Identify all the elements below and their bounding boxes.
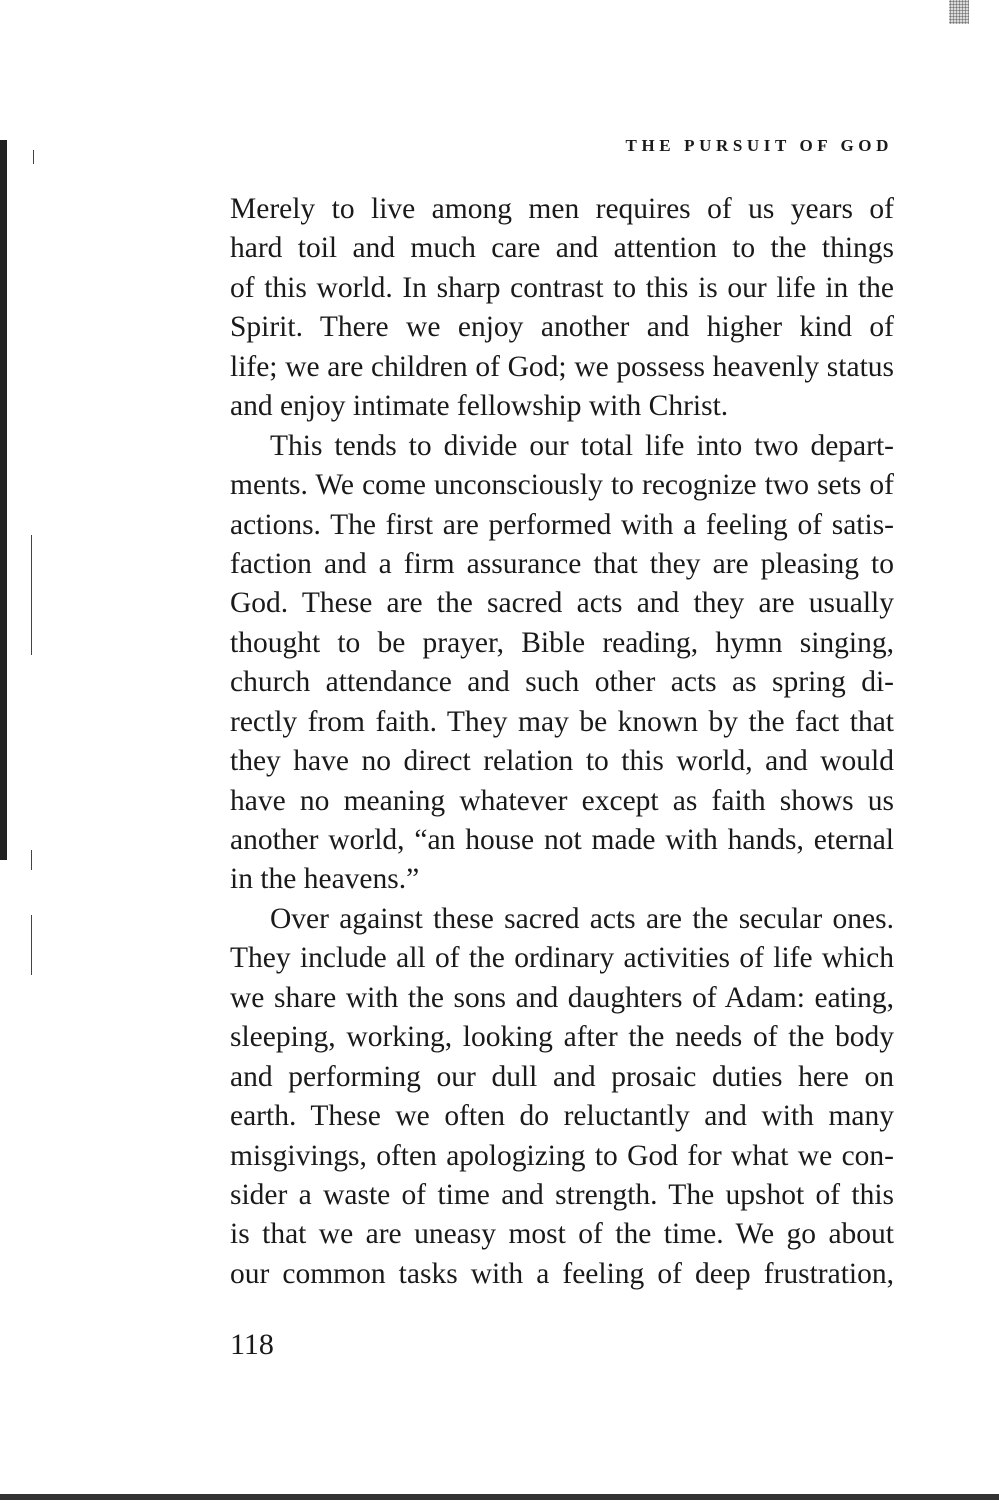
text-line: church attendance and such other acts as spring di- [230, 666, 894, 699]
text-line: they have no direct relation to this world, and would [230, 745, 894, 778]
scan-mark [31, 915, 32, 975]
text-line: and enjoy intimate fellowship with Christ. [230, 390, 729, 423]
text-line: life; we are children of God; we possess heavenly status [230, 350, 894, 383]
scan-edge-bottom [0, 1494, 999, 1500]
text-line: Over against these sacred acts are the secular ones. [270, 902, 894, 935]
text-line: earth. These we often do reluctantly and with many [230, 1100, 894, 1133]
text-line: of this world. In sharp contrast to this is our life in the [230, 271, 894, 304]
paragraph [230, 190, 894, 427]
text-line: hard toil and much care and attention to the things [230, 232, 894, 265]
text-line: God. These are the sacred acts and they are usually [230, 587, 894, 620]
text-line: another world, “an house not made with hands, eternal [230, 824, 894, 856]
body-text [230, 190, 894, 1294]
text-line: and performing our dull and prosaic duties here on [230, 1060, 894, 1093]
text-line: ments. We come unconsciously to recognize two sets of [230, 469, 894, 502]
page-number: 118 [230, 1328, 274, 1361]
text-line: This tends to divide our total life into two depart- [270, 429, 894, 462]
text-line: sider a waste of time and strength. The upshot of this [230, 1178, 894, 1211]
scan-mark [31, 850, 32, 870]
scan-mark [33, 150, 34, 164]
scan-mark [31, 535, 32, 655]
text-line: misgivings, often apologizing to God for what we con- [230, 1139, 894, 1172]
paragraph [230, 900, 894, 1294]
text-line: Spirit. There we enjoy another and higher kind of [230, 311, 894, 344]
text-line: thought to be prayer, Bible reading, hymn singing, [230, 626, 894, 659]
text-line: we share with the sons and daughters of Adam: eating, [230, 981, 894, 1014]
text-line: They include all of the ordinary activities of life which [230, 942, 894, 975]
scan-edge-left [0, 140, 7, 860]
text-line: sleeping, working, looking after the needs of the body [230, 1021, 894, 1054]
text-line: have no meaning whatever except as faith shows us [230, 784, 894, 817]
text-line: faction and a firm assurance that they are pleasing to [230, 547, 894, 580]
text-line: actions. The first are performed with a feeling of satis- [230, 508, 894, 541]
text-line: Merely to live among men requires of us years of [230, 193, 894, 225]
text-line: our common tasks with a feeling of deep frustration, [230, 1257, 894, 1290]
scan-speckle [949, 0, 969, 24]
text-line: is that we are uneasy most of the time. We go about [230, 1218, 894, 1251]
text-line: in the heavens.” [230, 863, 420, 896]
running-head: THE PURSUIT OF GOD [625, 136, 893, 155]
text-line: rectly from faith. They may be known by the fact that [230, 705, 894, 738]
paragraph [230, 427, 894, 900]
